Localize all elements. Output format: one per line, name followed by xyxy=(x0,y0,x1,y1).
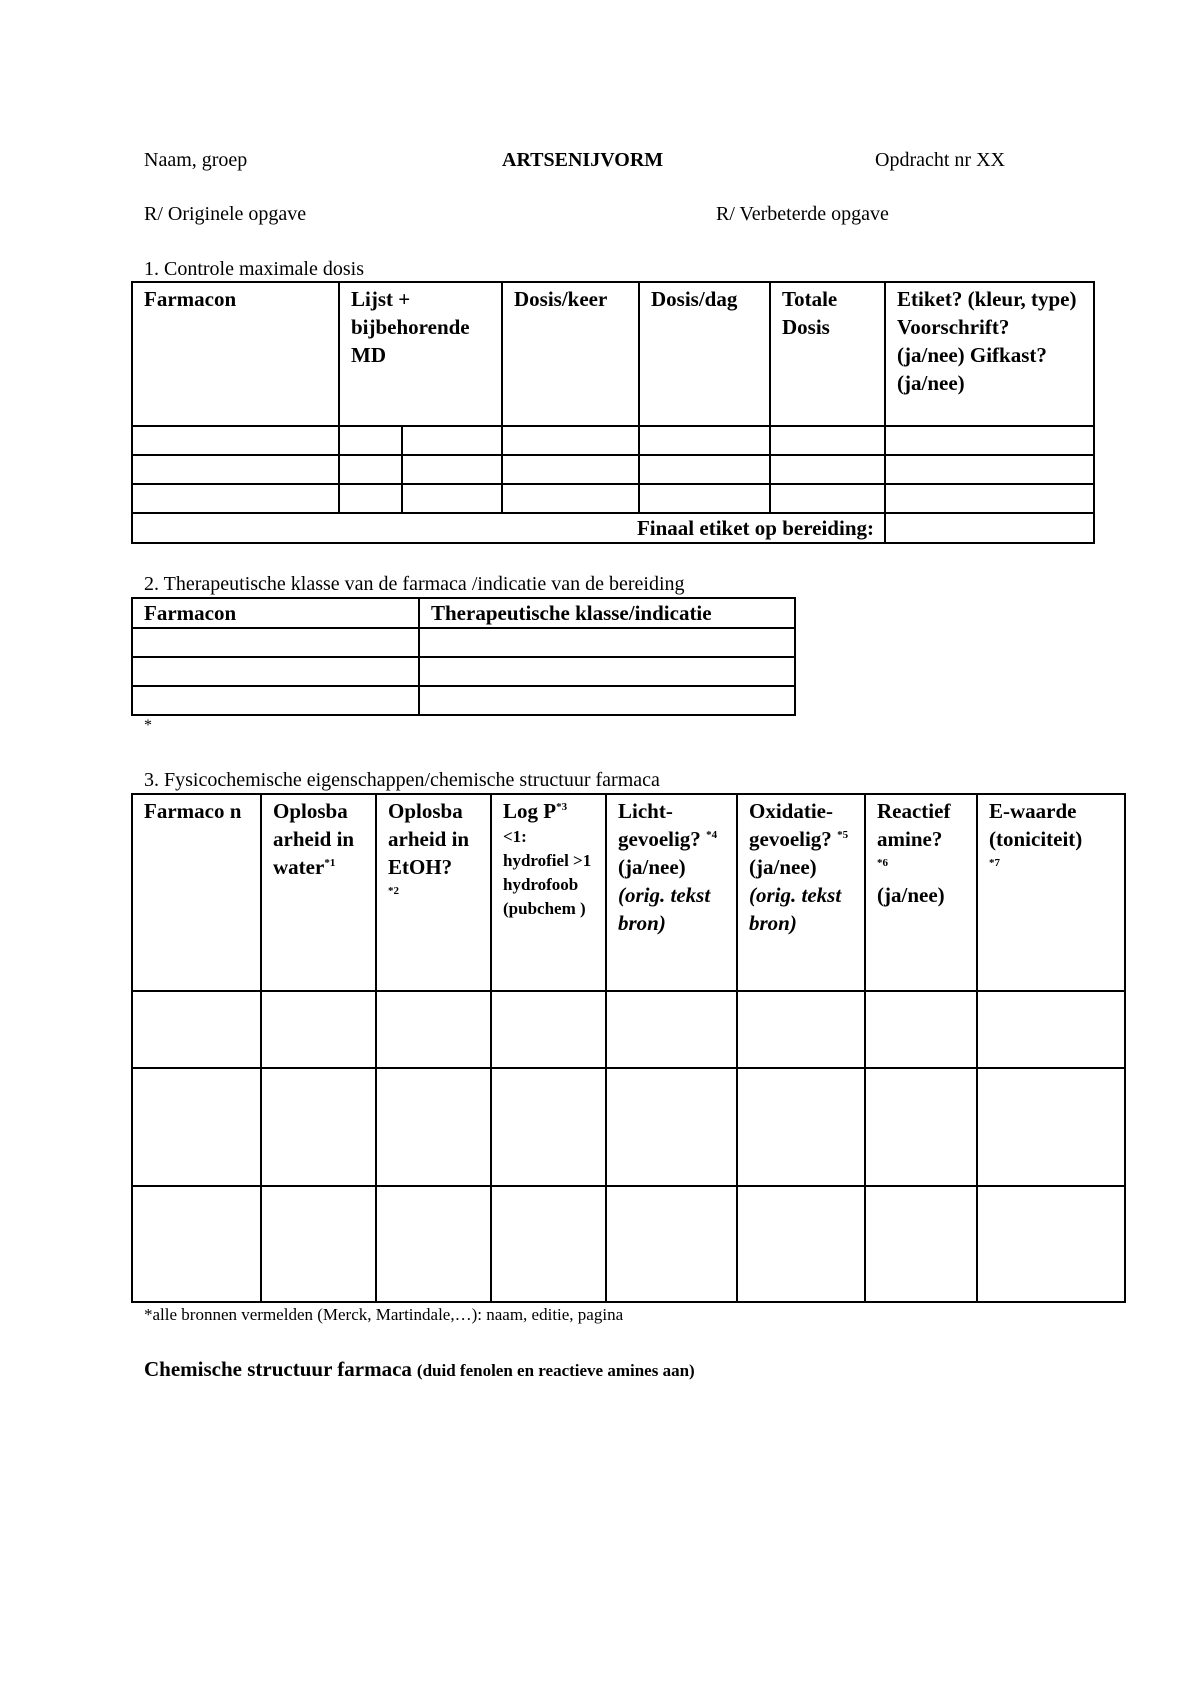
table-row xyxy=(132,426,1094,455)
header-farmacon: Farmacon xyxy=(132,282,339,426)
header-list-md: Lijst + bijbehorende MD xyxy=(339,282,502,426)
physicochemical-table xyxy=(131,793,1126,1303)
therapeutic-class-table xyxy=(131,597,796,716)
improved-prescription-label: R/ Verbeterde opgave xyxy=(716,203,889,225)
header-solubility-water: Oplosba arheid in water$^{*1}$ xyxy=(261,794,376,991)
header-total-dose: Totale Dosis xyxy=(770,282,885,426)
document-title: ARTSENIJVORM xyxy=(502,149,664,171)
original-prescription-label: R/ Originele opgave xyxy=(144,203,307,225)
header-oxidation-sensitive: Oxidatie- gevoelig? $^{*5}$ (ja/nee) (orig. tekst bron) xyxy=(737,794,865,991)
header-farmacon-2: Farmacon xyxy=(132,598,419,628)
final-label-caption: Finaal etiket op bereiding: xyxy=(132,513,885,543)
table-row xyxy=(132,598,795,628)
header-logp: Log $P^{*3}$ <1: hydrofiel >1 hydrofoob (pubchem ) xyxy=(491,794,606,991)
header-solubility-etoh: Oplosba arheid in EtOH? $^{*2}$ xyxy=(376,794,491,991)
table-row xyxy=(132,1186,1125,1302)
section1-title: 1. Controle maximale dosis xyxy=(144,258,364,280)
header-dose-per-time: Dosis/keer xyxy=(502,282,639,426)
header-farmacon-3: Farmaco n xyxy=(132,794,261,991)
table-row xyxy=(132,628,795,657)
table-row xyxy=(132,1068,1125,1186)
table-row xyxy=(132,513,1094,543)
table-row xyxy=(132,991,1125,1068)
table-row xyxy=(132,282,1094,426)
header-reactive-amine: Reactief amine? $^{*6}$ (ja/nee) xyxy=(865,794,977,991)
header-therapeutic-class: Therapeutische klasse/indicatie xyxy=(419,598,795,628)
section2-note: * xyxy=(144,717,152,734)
assignment-number: Opdracht nr XX xyxy=(875,149,1005,171)
structure-heading: Chemische structuur farmaca (duid fenolen en reactieve amines aan) xyxy=(144,1357,695,1381)
header-dose-per-day: Dosis/dag xyxy=(639,282,770,426)
table-row xyxy=(132,657,795,686)
header-light-sensitive: Licht- gevoelig? $^{*4}$ (ja/nee) (orig. tekst bron) xyxy=(606,794,737,991)
table-row xyxy=(132,686,795,715)
table-row xyxy=(132,794,1125,991)
section3-title: 3. Fysicochemische eigenschappen/chemische structuur farmaca xyxy=(144,769,660,791)
name-group-label: Naam, groep xyxy=(144,149,248,171)
header-e-value: E-waarde (toniciteit) $^{*7}$ xyxy=(977,794,1125,991)
sources-footnote: *alle bronnen vermelden (Merck, Martindale,…): naam, editie, pagina xyxy=(144,1305,624,1324)
table-row xyxy=(132,455,1094,484)
max-dose-table xyxy=(131,281,1095,544)
header-label-prescription: Etiket? (kleur, type) Voorschrift? (ja/nee) Gifkast? (ja/nee) xyxy=(885,282,1094,426)
table-row xyxy=(132,484,1094,513)
section2-title: 2. Therapeutische klasse van de farmaca /indicatie van de bereiding xyxy=(144,573,685,595)
